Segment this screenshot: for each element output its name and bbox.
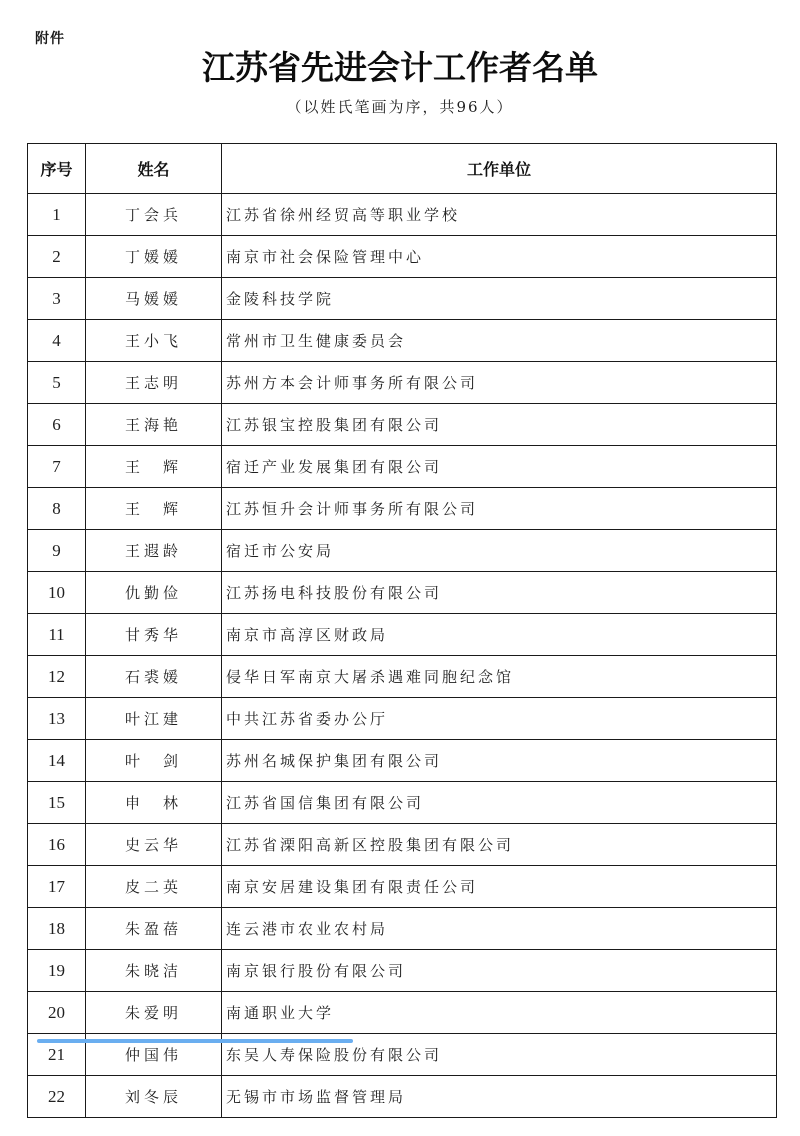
cell-name: 朱爱明	[86, 992, 222, 1034]
attachment-label: 附件	[35, 31, 65, 47]
cell-name: 王志明	[86, 362, 222, 404]
table-row	[28, 194, 777, 236]
cell-name: 仲国伟	[86, 1034, 222, 1076]
cell-seq: 6	[28, 404, 86, 446]
cell-name: 王遐龄	[86, 530, 222, 572]
roster-table	[27, 143, 777, 1118]
table-row	[28, 446, 777, 488]
table-row	[28, 908, 777, 950]
table-row	[28, 656, 777, 698]
cell-name: 朱晓洁	[86, 950, 222, 992]
cell-name: 王 辉	[86, 446, 222, 488]
table-row	[28, 236, 777, 278]
table-header	[28, 144, 777, 194]
table-row	[28, 278, 777, 320]
cell-seq: 2	[28, 236, 86, 278]
cell-unit: 连云港市农业农村局	[222, 908, 777, 950]
cell-seq: 18	[28, 908, 86, 950]
table-row	[28, 320, 777, 362]
cell-unit: 苏州方本会计师事务所有限公司	[222, 362, 777, 404]
cell-name: 皮二英	[86, 866, 222, 908]
cell-name: 叶 剑	[86, 740, 222, 782]
table-row	[28, 866, 777, 908]
table-body	[28, 194, 777, 1118]
cell-unit: 江苏省溧阳高新区控股集团有限公司	[222, 824, 777, 866]
cell-unit: 江苏扬电科技股份有限公司	[222, 572, 777, 614]
cell-seq: 9	[28, 530, 86, 572]
cell-unit: 江苏恒升会计师事务所有限公司	[222, 488, 777, 530]
cell-unit: 南京银行股份有限公司	[222, 950, 777, 992]
table-header-row	[28, 144, 777, 194]
cell-unit: 宿迁产业发展集团有限公司	[222, 446, 777, 488]
cell-seq: 19	[28, 950, 86, 992]
cell-unit: 苏州名城保护集团有限公司	[222, 740, 777, 782]
cell-name: 仇勤俭	[86, 572, 222, 614]
cell-seq: 15	[28, 782, 86, 824]
cell-seq: 20	[28, 992, 86, 1034]
header-unit: 工作单位	[222, 144, 777, 194]
table-row	[28, 824, 777, 866]
cell-unit: 无锡市市场监督管理局	[222, 1076, 777, 1118]
cell-seq: 21	[28, 1034, 86, 1076]
cell-seq: 8	[28, 488, 86, 530]
table-row	[28, 740, 777, 782]
cell-unit: 中共江苏省委办公厅	[222, 698, 777, 740]
cell-seq: 12	[28, 656, 86, 698]
table-row	[28, 404, 777, 446]
cell-name: 朱盈蓓	[86, 908, 222, 950]
cell-seq: 7	[28, 446, 86, 488]
cell-unit: 东吴人寿保险股份有限公司	[222, 1034, 777, 1076]
table-row	[28, 530, 777, 572]
cell-seq: 13	[28, 698, 86, 740]
table-row	[28, 698, 777, 740]
cell-name: 石裘媛	[86, 656, 222, 698]
cell-unit: 南京安居建设集团有限责任公司	[222, 866, 777, 908]
cell-unit: 金陵科技学院	[222, 278, 777, 320]
table-row	[28, 1076, 777, 1118]
cell-seq: 1	[28, 194, 86, 236]
cell-unit: 南京市社会保险管理中心	[222, 236, 777, 278]
cell-seq: 14	[28, 740, 86, 782]
cell-name: 丁会兵	[86, 194, 222, 236]
cell-unit: 南京市高淳区财政局	[222, 614, 777, 656]
cell-seq: 10	[28, 572, 86, 614]
cell-seq: 11	[28, 614, 86, 656]
table-row	[28, 572, 777, 614]
cell-unit: 江苏省国信集团有限公司	[222, 782, 777, 824]
cell-name: 叶江建	[86, 698, 222, 740]
table-row	[28, 362, 777, 404]
cell-name: 王小飞	[86, 320, 222, 362]
cell-seq: 16	[28, 824, 86, 866]
cell-name: 申 林	[86, 782, 222, 824]
cell-seq: 17	[28, 866, 86, 908]
page-title: 江苏省先进会计工作者名单	[202, 48, 598, 87]
table-row	[28, 488, 777, 530]
header-name: 姓名	[86, 144, 222, 194]
page-subtitle: （以姓氏笔画为序，共96人）	[286, 98, 514, 116]
cell-unit: 南通职业大学	[222, 992, 777, 1034]
cell-seq: 5	[28, 362, 86, 404]
header-seq: 序号	[28, 144, 86, 194]
table-row	[28, 950, 777, 992]
cell-name: 王海艳	[86, 404, 222, 446]
cell-unit: 江苏省徐州经贸高等职业学校	[222, 194, 777, 236]
cell-seq: 4	[28, 320, 86, 362]
cell-unit: 常州市卫生健康委员会	[222, 320, 777, 362]
cell-seq: 3	[28, 278, 86, 320]
cell-unit: 侵华日军南京大屠杀遇难同胞纪念馆	[222, 656, 777, 698]
cell-name: 史云华	[86, 824, 222, 866]
table-row-highlighted	[28, 992, 777, 1034]
cell-name: 甘秀华	[86, 614, 222, 656]
cell-name: 王 辉	[86, 488, 222, 530]
table-row	[28, 614, 777, 656]
cell-name: 马媛媛	[86, 278, 222, 320]
table-row	[28, 782, 777, 824]
cell-name: 刘冬辰	[86, 1076, 222, 1118]
cell-unit: 江苏银宝控股集团有限公司	[222, 404, 777, 446]
cell-seq: 22	[28, 1076, 86, 1118]
cell-unit: 宿迁市公安局	[222, 530, 777, 572]
cell-name: 丁媛媛	[86, 236, 222, 278]
highlight-underline	[37, 1039, 353, 1043]
